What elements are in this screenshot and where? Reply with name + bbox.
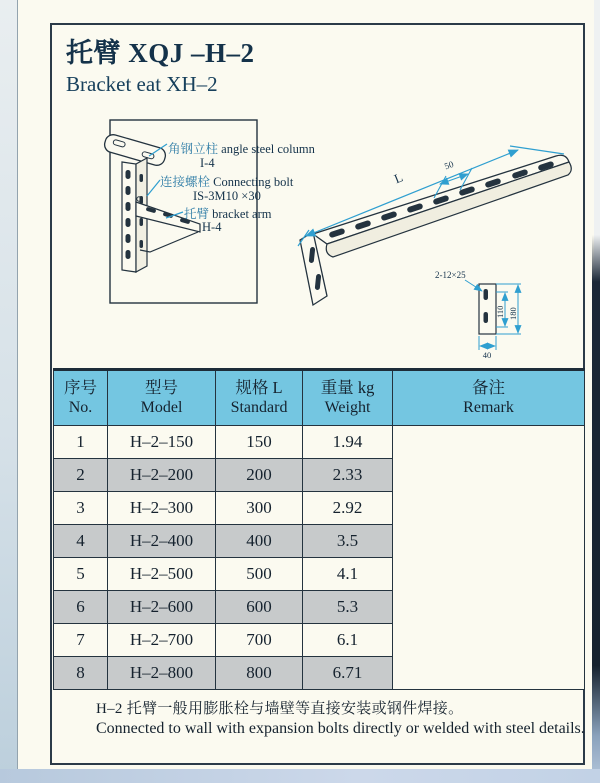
cell-weight: 1.94 [303, 426, 393, 459]
cell-no: 4 [54, 525, 108, 558]
cell-standard: 700 [216, 624, 303, 657]
header-en: Remark [463, 399, 514, 417]
header-zh: 规格 L [235, 377, 283, 397]
spec-table [53, 368, 585, 690]
cell-model: H–2–200 [108, 459, 216, 492]
dim-110-label: 110 [495, 305, 505, 318]
header-zh: 重量 kg [320, 377, 375, 397]
annotation-angle-steel-column [168, 139, 315, 157]
cell-weight: 6.1 [303, 624, 393, 657]
technical-diagram [50, 110, 585, 365]
cell-standard: 600 [216, 591, 303, 624]
header-en: Standard [230, 399, 288, 417]
scan-right-edge [592, 0, 600, 783]
annotation-bracket-arm [184, 204, 271, 222]
end-plate-detail [435, 270, 521, 360]
cell-standard: 400 [216, 525, 303, 558]
cell-no: 8 [54, 657, 108, 690]
cell-weight: 2.92 [303, 492, 393, 525]
dim-180-label: 180 [508, 307, 518, 320]
cell-standard: 300 [216, 492, 303, 525]
spec-table-container [53, 368, 584, 690]
annotation-en: Connecting bolt [210, 175, 294, 189]
page-subtitle: Bracket eat XH–2 [66, 72, 218, 96]
cell-no: 1 [54, 426, 108, 459]
page-title: 托臂 XQJ –H–2 [66, 38, 255, 68]
dim-spacing-label: 50 [443, 158, 455, 172]
footnote [96, 697, 585, 738]
cell-model: H–2–500 [108, 558, 216, 591]
cell-no: 7 [54, 624, 108, 657]
annotation-zh: 角钢立柱 [168, 142, 219, 156]
header-en: No. [68, 399, 93, 417]
col-header-remark [393, 370, 585, 426]
col-header-standard [216, 370, 303, 426]
annotation-sub-bolt-spec: IS-3M10 ×30 [193, 189, 261, 203]
cell-weight: 3.5 [303, 525, 393, 558]
dim-40-label: 40 [482, 350, 492, 360]
cell-no: 6 [54, 591, 108, 624]
annotation-en: bracket arm [209, 207, 272, 221]
cell-weight: 6.71 [303, 657, 393, 690]
cell-model: H–2–300 [108, 492, 216, 525]
annotation-connecting-bolt [160, 172, 293, 190]
cell-no: 2 [54, 459, 108, 492]
annotation-en: angle steel column [218, 142, 315, 156]
scan-left-margin [0, 0, 17, 783]
annotation-zh: 托臂 [184, 207, 210, 221]
cell-no: 3 [54, 492, 108, 525]
cell-model: H–2–800 [108, 657, 216, 690]
title-block [66, 31, 255, 97]
header-zh: 序号 [64, 377, 97, 397]
cell-weight: 5.3 [303, 591, 393, 624]
cell-weight: 2.33 [303, 459, 393, 492]
footnote-en: Connected to wall with expansion bolts directly or welded with steel details. [96, 720, 585, 737]
footnote-zh: H–2 托臂一般用膨胀栓与墙壁等直接安装或钢件焊接。 [96, 701, 464, 717]
scan-bottom-margin [0, 769, 600, 783]
cell-no: 5 [54, 558, 108, 591]
header-zh: 型号 [145, 377, 178, 397]
header-zh: 备注 [472, 377, 505, 397]
annotation-sub-i4: I-4 [200, 156, 215, 170]
table-row [54, 426, 585, 459]
cell-model: H–2–400 [108, 525, 216, 558]
header-en: Weight [324, 399, 371, 417]
dim-slot-spec-label: 2-12×25 [435, 270, 466, 280]
col-header-no [54, 370, 108, 426]
cell-remark [393, 426, 585, 690]
cell-model: H–2–700 [108, 624, 216, 657]
cell-model: H–2–600 [108, 591, 216, 624]
cell-weight: 4.1 [303, 558, 393, 591]
arm-slots-iso [328, 158, 554, 239]
cell-standard: 500 [216, 558, 303, 591]
isometric-arm-drawing [298, 146, 571, 305]
annotation-sub-h4: H-4 [202, 220, 222, 234]
dim-length-label: L [391, 169, 405, 187]
cell-model: H–2–150 [108, 426, 216, 459]
col-header-model [108, 370, 216, 426]
header-row [54, 370, 585, 426]
col-header-weight [303, 370, 393, 426]
cell-standard: 800 [216, 657, 303, 690]
cell-standard: 150 [216, 426, 303, 459]
cell-standard: 200 [216, 459, 303, 492]
header-en: Model [140, 399, 183, 417]
annotation-zh: 连接螺栓 [160, 175, 211, 189]
